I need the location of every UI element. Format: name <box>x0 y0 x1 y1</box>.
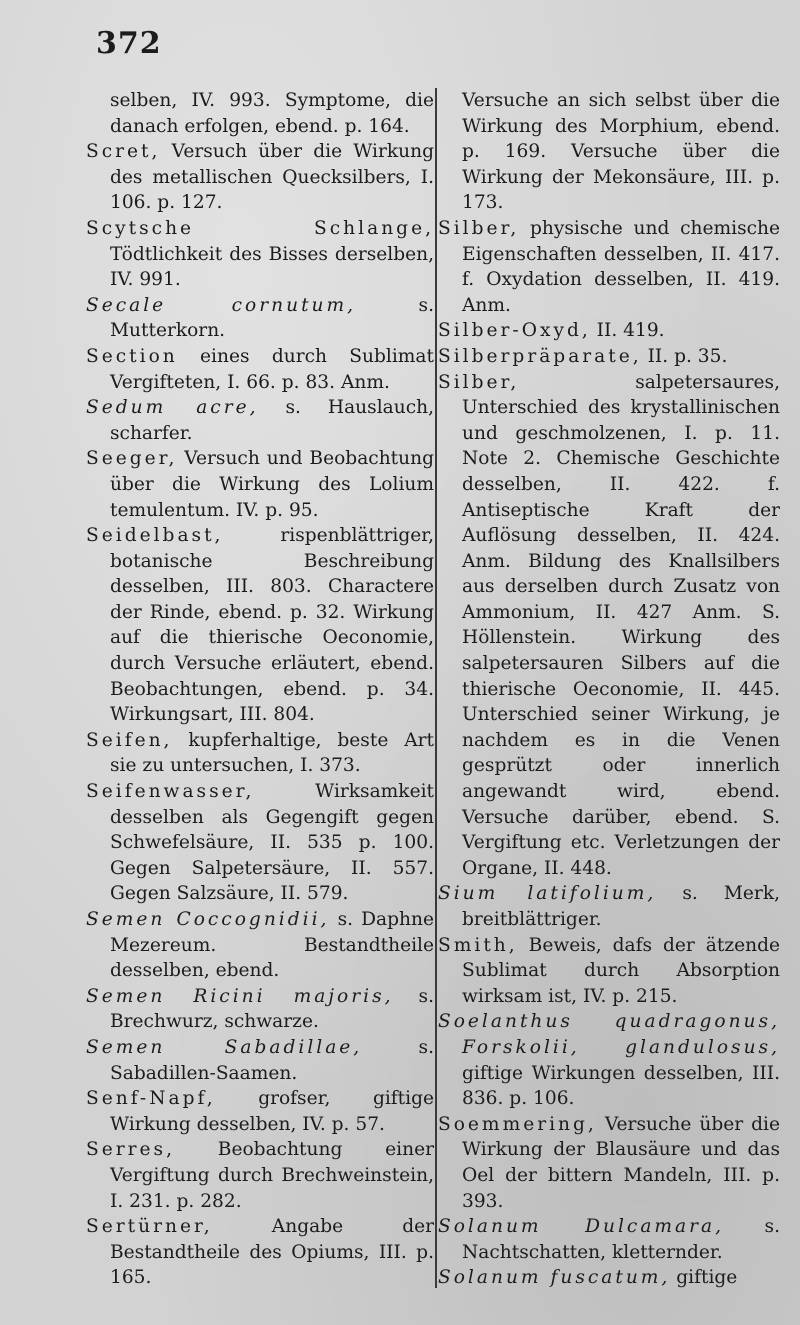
index-entry <box>438 1265 780 1291</box>
index-entry-text: kupferhaltige, beste Art sie zu untersuchen, I. 373. <box>110 729 434 777</box>
index-entry <box>86 984 434 1035</box>
index-entry <box>438 933 780 1010</box>
index-entry-text: s. Brechwurz, schwarze. <box>110 985 434 1033</box>
index-entry <box>438 1112 780 1214</box>
index-entry <box>438 370 780 882</box>
index-entry-text: rispenblättriger, botanische Beschreibung desselben, III. 803. Charactere der Rinde, ebend. p. 32. Wirkung auf die thierische Oeconomie, durch Versuche erläutert, ebend. Beobachtungen, ebend. p. 34. Wirkungsart, III. 804. <box>110 525 434 726</box>
index-entry-text: Tödtlichkeit des Bisses derselben, IV. 991. <box>110 243 434 291</box>
index-entry <box>438 344 780 370</box>
index-entry <box>86 395 434 446</box>
index-entry <box>438 1214 780 1265</box>
index-entry-heading: Silber-Oxyd, <box>438 320 591 342</box>
index-entry-text: II. p. 35. <box>641 345 728 367</box>
index-entry-text: selben, IV. 993. Symptome, die danach erfolgen, ebend. p. 164. <box>110 90 434 137</box>
index-entry-text: eines durch Sublimat Vergifteten, I. 66. p. 83. Anm. <box>110 345 434 393</box>
index-entry-heading: Scytsche Schlange, <box>86 217 434 239</box>
index-entry-text: Wirksamkeit desselben als Gegengift gegen Schwefelsäure, II. 535 p. 100. Gegen Salpetersäure, II. 557. Gegen Salzsäure, II. 579. <box>110 781 434 905</box>
index-entry-text: s. Merk, breitblättriger. <box>462 883 780 930</box>
index-entry-text: Versuch und Beobachtung über die Wirkung des Lolium temulentum. IV. p. 95. <box>110 448 434 521</box>
index-entry-text: giftige <box>670 1267 738 1289</box>
index-entry-heading: Sertürner, <box>86 1216 213 1238</box>
index-entry-text: s. Nachtschatten, kletternder. <box>462 1216 780 1263</box>
index-entry-heading: Silber, <box>438 371 520 393</box>
index-entry-heading: Section <box>86 345 178 367</box>
index-entry <box>86 88 434 139</box>
index-column-left <box>86 88 434 1291</box>
index-entry-heading: Seifenwasser, <box>86 781 255 803</box>
index-entry <box>86 1035 434 1086</box>
index-entry-text: s. Sabadillen-Saamen. <box>110 1036 434 1084</box>
index-entry-heading: Smith, <box>438 934 518 956</box>
index-entry <box>86 1214 434 1291</box>
index-entry-text: Versuch über die Wirkung des metallischen Quecksilbers, I. 106. p. 127. <box>110 141 434 214</box>
index-entry <box>86 446 434 523</box>
column-divider <box>435 88 437 1288</box>
index-entry <box>86 1086 434 1137</box>
index-entry-heading: Seifen, <box>86 729 173 751</box>
index-entry-heading: Semen Sabadillae, <box>86 1036 363 1058</box>
index-entry-text: Angabe der Bestandtheile des Opiums, III. p. 165. <box>110 1216 434 1289</box>
index-entry <box>86 344 434 395</box>
index-entry-heading: Sium latifolium, <box>438 883 657 905</box>
index-entry-heading: Semen Ricini majoris, <box>86 985 394 1007</box>
index-entry-text: s. Hauslauch, scharfer. <box>110 397 434 444</box>
index-entry-heading: Secale cornutum, <box>86 294 357 316</box>
index-entry <box>438 88 780 216</box>
index-entry-heading: Solanum fuscatum, <box>438 1267 671 1289</box>
index-entry-text: Versuche über die Wirkung der Blausäure und das Oel der bittern Mandeln, III. p. 393. <box>462 1113 780 1212</box>
index-entry-heading: Solanum Dulcamara, <box>438 1216 725 1238</box>
index-entry <box>438 1009 780 1111</box>
index-entry-text: Versuche an sich selbst über die Wirkung des Morphium, ebend. p. 169. Versuche über die Wirkung der Mekonsäure, III. p. 173. <box>462 90 780 214</box>
index-entry-text: giftige Wirkungen desselben, III. 836. p. 106. <box>462 1062 780 1110</box>
index-entry <box>86 728 434 779</box>
index-entry-heading: Scret, <box>86 141 161 163</box>
index-entry-heading: Sedum acre, <box>86 397 259 419</box>
index-entry <box>438 216 780 318</box>
index-entry <box>86 907 434 984</box>
index-entry-heading: Senf-Napf, <box>86 1088 216 1110</box>
index-entry-heading: Soelanthus quadragonus, Forskolii, glandulosus, <box>438 1011 780 1058</box>
index-entry-heading: Serres, <box>86 1139 175 1161</box>
index-entry-heading: Seeger, <box>86 448 178 470</box>
index-entry <box>438 318 780 344</box>
index-entry-heading: Seidelbast, <box>86 525 224 547</box>
index-entry <box>438 881 780 932</box>
index-entry-heading: Semen Coccognidii, <box>86 909 330 930</box>
index-entry-text: Beobachtung einer Vergiftung durch Brechweinstein, I. 231. p. 282. <box>110 1139 434 1212</box>
index-entry-text: Beweis, dafs der ätzende Sublimat durch Absorption wirksam ist, IV. p. 215. <box>462 934 780 1007</box>
index-entry-text: salpetersaures, Unterschied des krystallinischen und geschmolzenen, I. p. 11. Note 2. Chemische Geschichte desselben, II. 422. f. Antiseptische Kraft der Auflösung desselben, II. 424. Anm. Bildung des Knallsilbers aus derselben durch Zusatz von Ammonium, II. 427 Anm. S. Höllenstein. Wirkung des salpetersauren Silbers auf die thierische Oeconomie, II. 445. Unterschied seiner Wirkung, je nachdem es in die Venen gesprützt oder innerlich angewandt wird, ebend. Versuche darüber, ebend. S. Vergiftung etc. Verletzungen der Organe, II. 448. <box>462 371 780 879</box>
index-entry-heading: Soemmering, <box>438 1113 597 1135</box>
index-column-right <box>438 88 780 1291</box>
index-entry <box>86 139 434 216</box>
page-number: 372 <box>96 26 162 61</box>
index-entry-text: s. Mutterkorn. <box>110 294 434 342</box>
index-entry-text: physische und chemische Eigenschaften desselben, II. 417. f. Oxydation desselben, II. 419. Anm. <box>462 217 780 316</box>
index-entry <box>86 293 434 344</box>
index-entry <box>86 216 434 293</box>
index-entry <box>86 779 434 907</box>
index-entry-text: grofser, giftige Wirkung desselben, IV. p. 57. <box>110 1088 434 1135</box>
index-entry-heading: Silber, <box>438 217 520 239</box>
index-entry-text: s. Daphne Mezereum. Bestandtheile desselben, ebend. <box>110 909 434 982</box>
index-entry-heading: Silberpräparate, <box>438 345 642 367</box>
index-entry <box>86 1137 434 1214</box>
index-entry-text: II. 419. <box>590 320 665 342</box>
index-entry <box>86 523 434 728</box>
